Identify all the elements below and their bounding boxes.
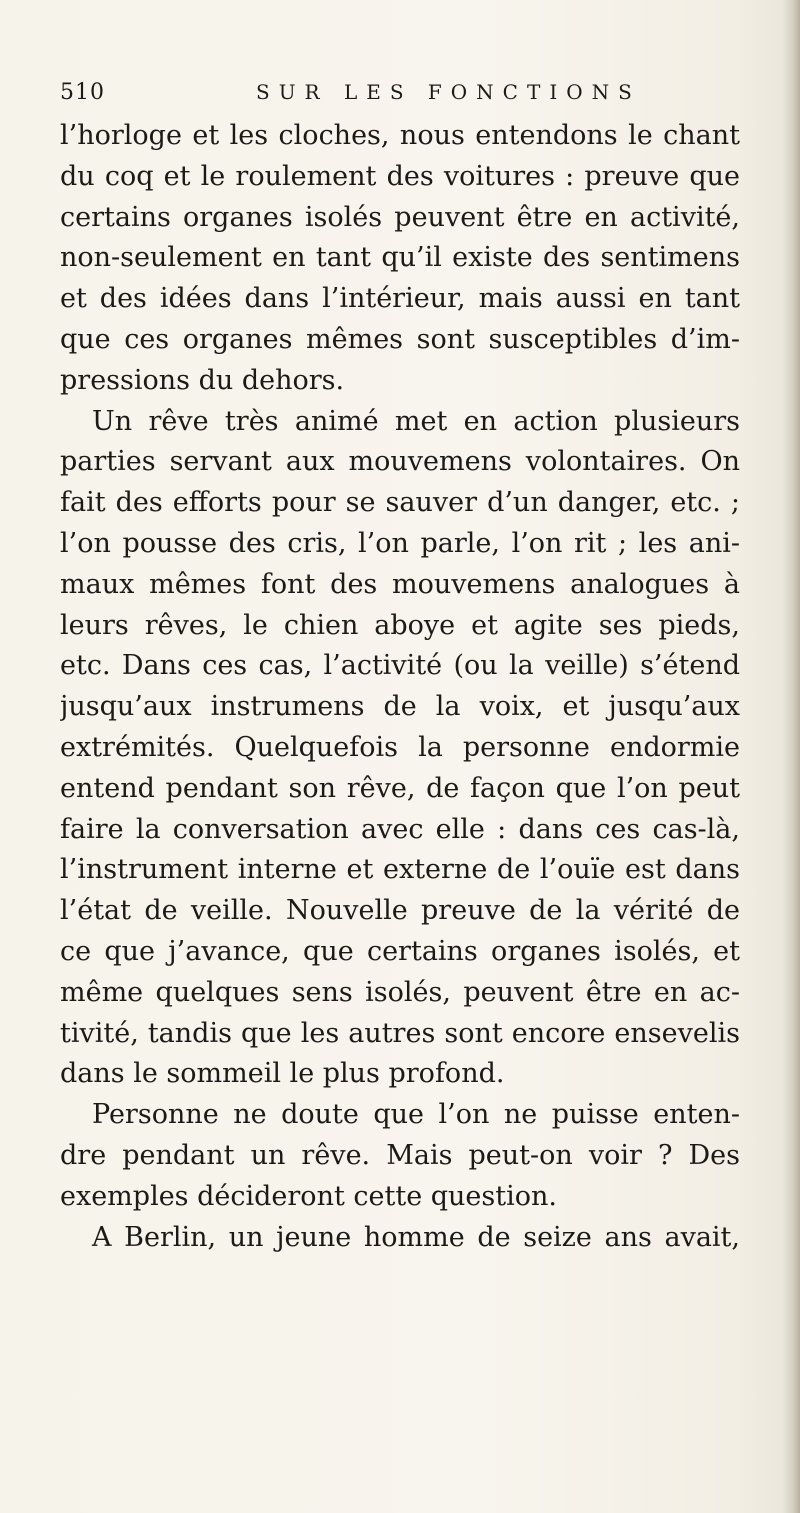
text-line: l’on pousse des cris, l’on parle, l’on rit ; les ani-	[60, 527, 740, 559]
text-line: même quelques sens isolés, peuvent être en ac-	[60, 976, 740, 1008]
text-line: fait des efforts pour se sauver d’un danger, etc. ;	[60, 487, 740, 519]
text-line: entend pendant son rêve, de façon que l’on peut	[60, 772, 740, 804]
text-line: Personne ne doute que l’on ne puisse enten-	[92, 1099, 740, 1131]
text-line: exemples décideront cette question.	[60, 1180, 557, 1212]
text-line: tivité, tandis que les autres sont encore ensevelis	[60, 1017, 740, 1049]
page-number: 510	[60, 80, 105, 105]
text-line: non-seulement en tant qu’il existe des sentimens	[60, 242, 740, 274]
text-line: extrémités. Quelquefois la personne endormie	[60, 731, 740, 763]
text-line: parties servant aux mouvemens volontaires. On	[60, 446, 740, 478]
text-line: faire la conversation avec elle : dans ces cas-là,	[60, 813, 740, 845]
text-line: dre pendant un rêve. Mais peut-on voir ? Des	[60, 1139, 740, 1171]
running-title: SUR LES FONCTIONS	[256, 80, 641, 104]
text-line: jusqu’aux instrumens de la voix, et jusqu’aux	[60, 691, 740, 723]
text-line: maux mêmes font des mouvemens analogues à	[60, 568, 740, 600]
text-line: ce que j’avance, que certains organes isolés, et	[60, 935, 740, 967]
text-line: l’instrument interne et externe de l’ouïe est dans	[60, 854, 740, 886]
text-line: etc. Dans ces cas, l’activité (ou la veille) s’étend	[60, 650, 740, 682]
body-text	[60, 116, 740, 1258]
text-line: et des idées dans l’intérieur, mais aussi en tant	[60, 283, 740, 315]
text-line: que ces organes mêmes sont susceptibles d’im-	[60, 323, 740, 355]
page-edge-shadow	[782, 0, 800, 1513]
text-line: Un rêve très animé met en action plusieurs	[92, 405, 740, 437]
text-line: dans le sommeil le plus profond.	[60, 1058, 505, 1090]
text-line: l’état de veille. Nouvelle preuve de la vérité de	[60, 895, 740, 927]
text-line: pressions du dehors.	[60, 364, 345, 396]
running-head	[60, 80, 760, 116]
text-line: leurs rêves, le chien aboye et agite ses pieds,	[60, 609, 740, 641]
text-line: l’horloge et les cloches, nous entendons le chant	[60, 120, 740, 151]
text-line: A Berlin, un jeune homme de seize ans avait,	[92, 1221, 740, 1253]
text-line: certains organes isolés peuvent être en activité,	[60, 201, 740, 233]
text-line: du coq et le roulement des voitures : preuve que	[60, 160, 740, 192]
